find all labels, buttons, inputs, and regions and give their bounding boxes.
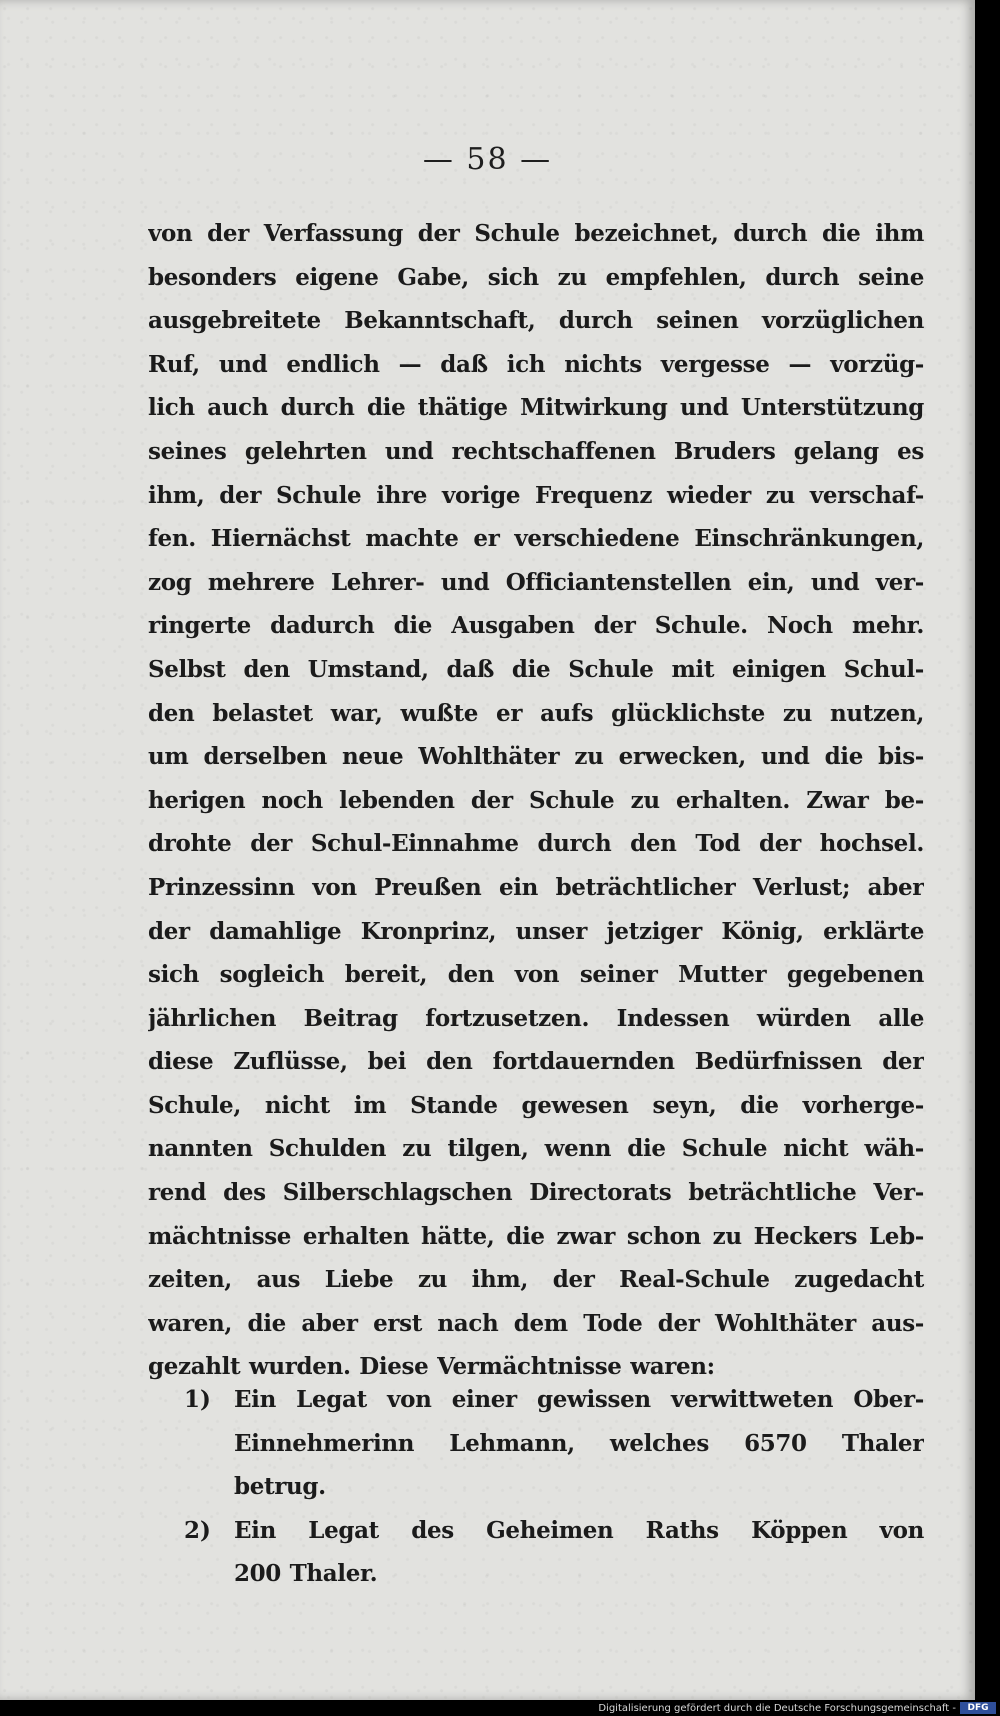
list-item-line: betrug. bbox=[234, 1473, 326, 1501]
list-item-line: Ein Legat des Geheimen Raths Köppen von bbox=[234, 1516, 924, 1544]
paragraph-line: waren, die aber erst nach dem Tode der Wohlthäter aus- bbox=[148, 1309, 924, 1337]
paragraph-line: sich sogleich bereit, den von seiner Mutter gegebenen bbox=[148, 961, 924, 989]
paragraph-line: von der Verfassung der Schule bezeichnet, durch die ihm bbox=[148, 220, 924, 247]
paragraph-line: rend des Silberschlagschen Directorats beträchtliche Ver- bbox=[148, 1179, 924, 1207]
paragraph-line: um derselben neue Wohlthäter zu erwecken, und die bis- bbox=[148, 743, 924, 771]
paragraph-line: den belastet war, wußte er aufs glücklichste zu nutzen, bbox=[148, 699, 924, 727]
paragraph-line: der damahlige Kronprinz, unser jetziger König, erklärte bbox=[148, 917, 924, 945]
paragraph-line: besonders eigene Gabe, sich zu empfehlen, durch seine bbox=[148, 263, 924, 291]
digitization-footer bbox=[0, 1700, 1000, 1716]
paragraph-line: ringerte dadurch die Ausgaben der Schule. Noch mehr. bbox=[148, 612, 924, 640]
paragraph-line: gezahlt wurden. Diese Vermächtnisse waren: bbox=[148, 1353, 715, 1381]
list-item-line: Ein Legat von einer gewissen verwittweten Ober- bbox=[234, 1386, 924, 1413]
paragraph-line: diese Zuflüsse, bei den fortdauernden Bedürfnissen der bbox=[148, 1048, 924, 1076]
paragraph-line: Prinzessinn von Preußen ein beträchtlicher Verlust; aber bbox=[148, 873, 924, 901]
paragraph-line: ihm, der Schule ihre vorige Frequenz wieder zu verschaf- bbox=[148, 481, 924, 509]
funding-notice: Digitalisierung gefördert durch die Deutsche Forschungsgemeinschaft - bbox=[598, 1703, 956, 1714]
paragraph-line: nannten Schulden zu tilgen, wenn die Schule nicht wäh- bbox=[148, 1135, 924, 1163]
list-number: 2) bbox=[184, 1516, 211, 1544]
paragraph-line: herigen noch lebenden der Schule zu erhalten. Zwar be- bbox=[148, 786, 924, 814]
paragraph-line: mächtnisse erhalten hätte, die zwar schon zu Heckers Leb- bbox=[148, 1222, 924, 1250]
legacy-list bbox=[148, 1378, 924, 1596]
list-item-line: Einnehmerinn Lehmann, welches 6570 Thaler bbox=[234, 1429, 924, 1457]
paragraph-line: Selbst den Umstand, daß die Schule mit einigen Schul- bbox=[148, 655, 924, 683]
paragraph-line: ausgebreitete Bekanntschaft, durch seinen vorzüglichen bbox=[148, 307, 924, 335]
paragraph-line: drohte der Schul-Einnahme durch den Tod der hochsel. bbox=[148, 830, 924, 858]
list-item bbox=[148, 1509, 924, 1596]
paragraph-line: seines gelehrten und rechtschaffenen Bruders gelang es bbox=[148, 437, 924, 465]
paragraph-line: fen. Hiernächst machte er verschiedene Einschränkungen, bbox=[148, 525, 924, 553]
paragraph-line: lich auch durch die thätige Mitwirkung und Unterstützung bbox=[148, 394, 924, 422]
list-item bbox=[148, 1378, 924, 1509]
list-item-line: 200 Thaler. bbox=[234, 1560, 378, 1588]
list-number: 1) bbox=[184, 1386, 211, 1413]
paragraph-line: Ruf, und endlich — daß ich nichts vergesse — vorzüg- bbox=[148, 350, 924, 378]
paragraph-line: jährlichen Beitrag fortzusetzen. Indessen würden alle bbox=[148, 1004, 924, 1032]
paragraph-line: Schule, nicht im Stande gewesen seyn, die vorherge- bbox=[148, 1091, 924, 1119]
dfg-logo-icon: DFG bbox=[960, 1702, 996, 1714]
body-paragraph bbox=[148, 212, 924, 1389]
paragraph-line: zeiten, aus Liebe zu ihm, der Real-Schule zugedacht bbox=[148, 1266, 924, 1294]
page-number: — 58 — bbox=[422, 142, 553, 177]
paragraph-line: zog mehrere Lehrer- und Officiantenstellen ein, und ver- bbox=[148, 568, 924, 596]
